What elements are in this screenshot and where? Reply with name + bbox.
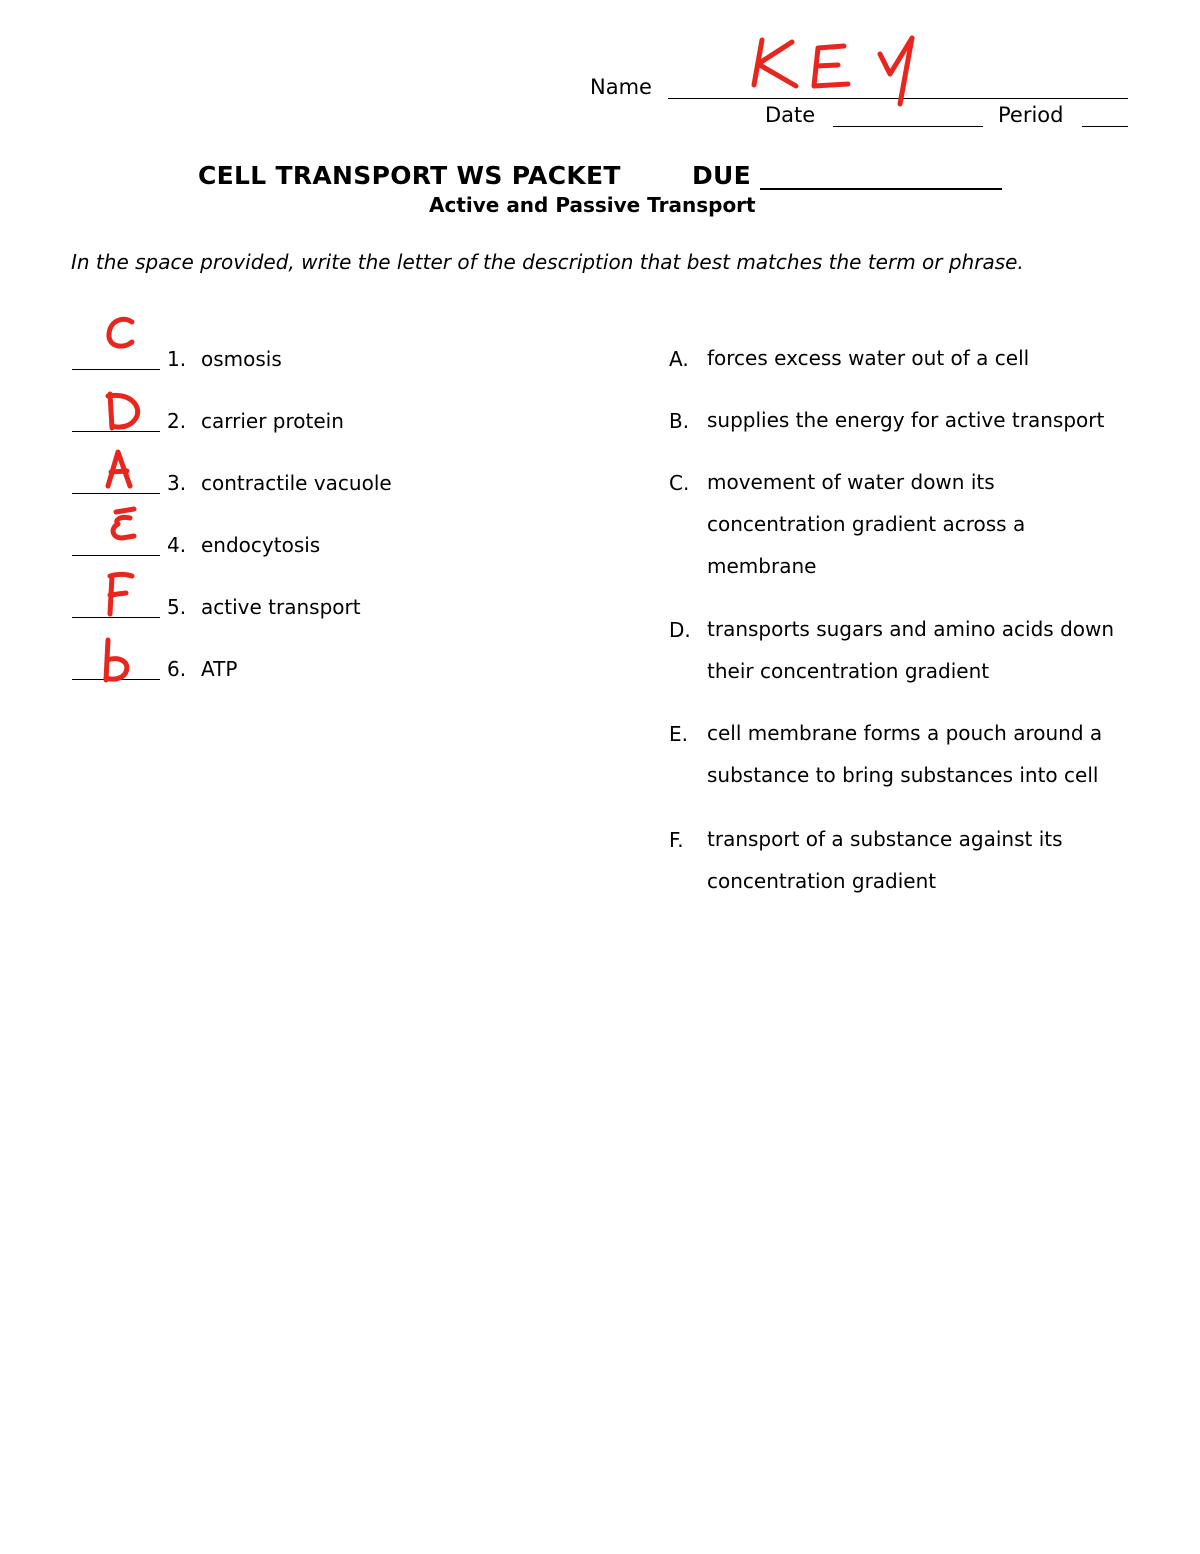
answer-blank[interactable] [72, 492, 160, 494]
question-term: contractile vacuole [201, 471, 392, 495]
description-letter: C. [669, 471, 690, 495]
description-text: forces excess water out of a cell [707, 346, 1030, 370]
question-term: endocytosis [201, 533, 321, 557]
worksheet-subtitle: Active and Passive Transport [429, 193, 756, 217]
description-letter: A. [669, 347, 689, 371]
answer-handwriting-c [100, 312, 144, 356]
name-label: Name [590, 75, 652, 99]
question-number: 5. [167, 595, 187, 619]
description-letter: F. [669, 828, 684, 852]
answer-handwriting-f [100, 568, 140, 620]
answer-blank[interactable] [72, 554, 160, 556]
question-term: carrier protein [201, 409, 344, 433]
answer-handwriting-d [100, 388, 148, 434]
question-term: osmosis [201, 347, 282, 371]
answer-handwriting-b [96, 634, 140, 686]
question-number: 2. [167, 409, 187, 433]
description-letter: D. [669, 618, 691, 642]
answer-handwriting-a [100, 446, 140, 490]
period-label: Period [998, 103, 1064, 127]
due-field[interactable] [760, 166, 1002, 190]
question-number: 1. [167, 347, 187, 371]
due-label: DUE [692, 161, 752, 190]
description-text: supplies the energy for active transport [707, 408, 1105, 432]
description-letter: B. [669, 409, 690, 433]
description-text: cell membrane forms a pouch around a substance to bring substances into cell [707, 721, 1103, 787]
date-field[interactable] [833, 104, 983, 127]
question-term: active transport [201, 595, 361, 619]
question-number: 4. [167, 533, 187, 557]
instructions: In the space provided, write the letter of the description that best matches the term or phrase. [71, 250, 1024, 274]
answer-handwriting-e [104, 504, 144, 544]
question-term: ATP [201, 657, 238, 681]
question-number: 6. [167, 657, 187, 681]
date-label: Date [765, 103, 816, 127]
description-text: transport of a substance against its concentration gradient [707, 827, 1063, 893]
question-number: 3. [167, 471, 187, 495]
description-letter: E. [669, 722, 688, 746]
worksheet-title: CELL TRANSPORT WS PACKET [198, 161, 621, 190]
description-text: movement of water down its concentration gradient across a membrane [707, 470, 1026, 578]
answer-blank[interactable] [72, 368, 160, 370]
period-field[interactable] [1082, 104, 1128, 127]
description-text: transports sugars and amino acids down their concentration gradient [707, 617, 1115, 683]
